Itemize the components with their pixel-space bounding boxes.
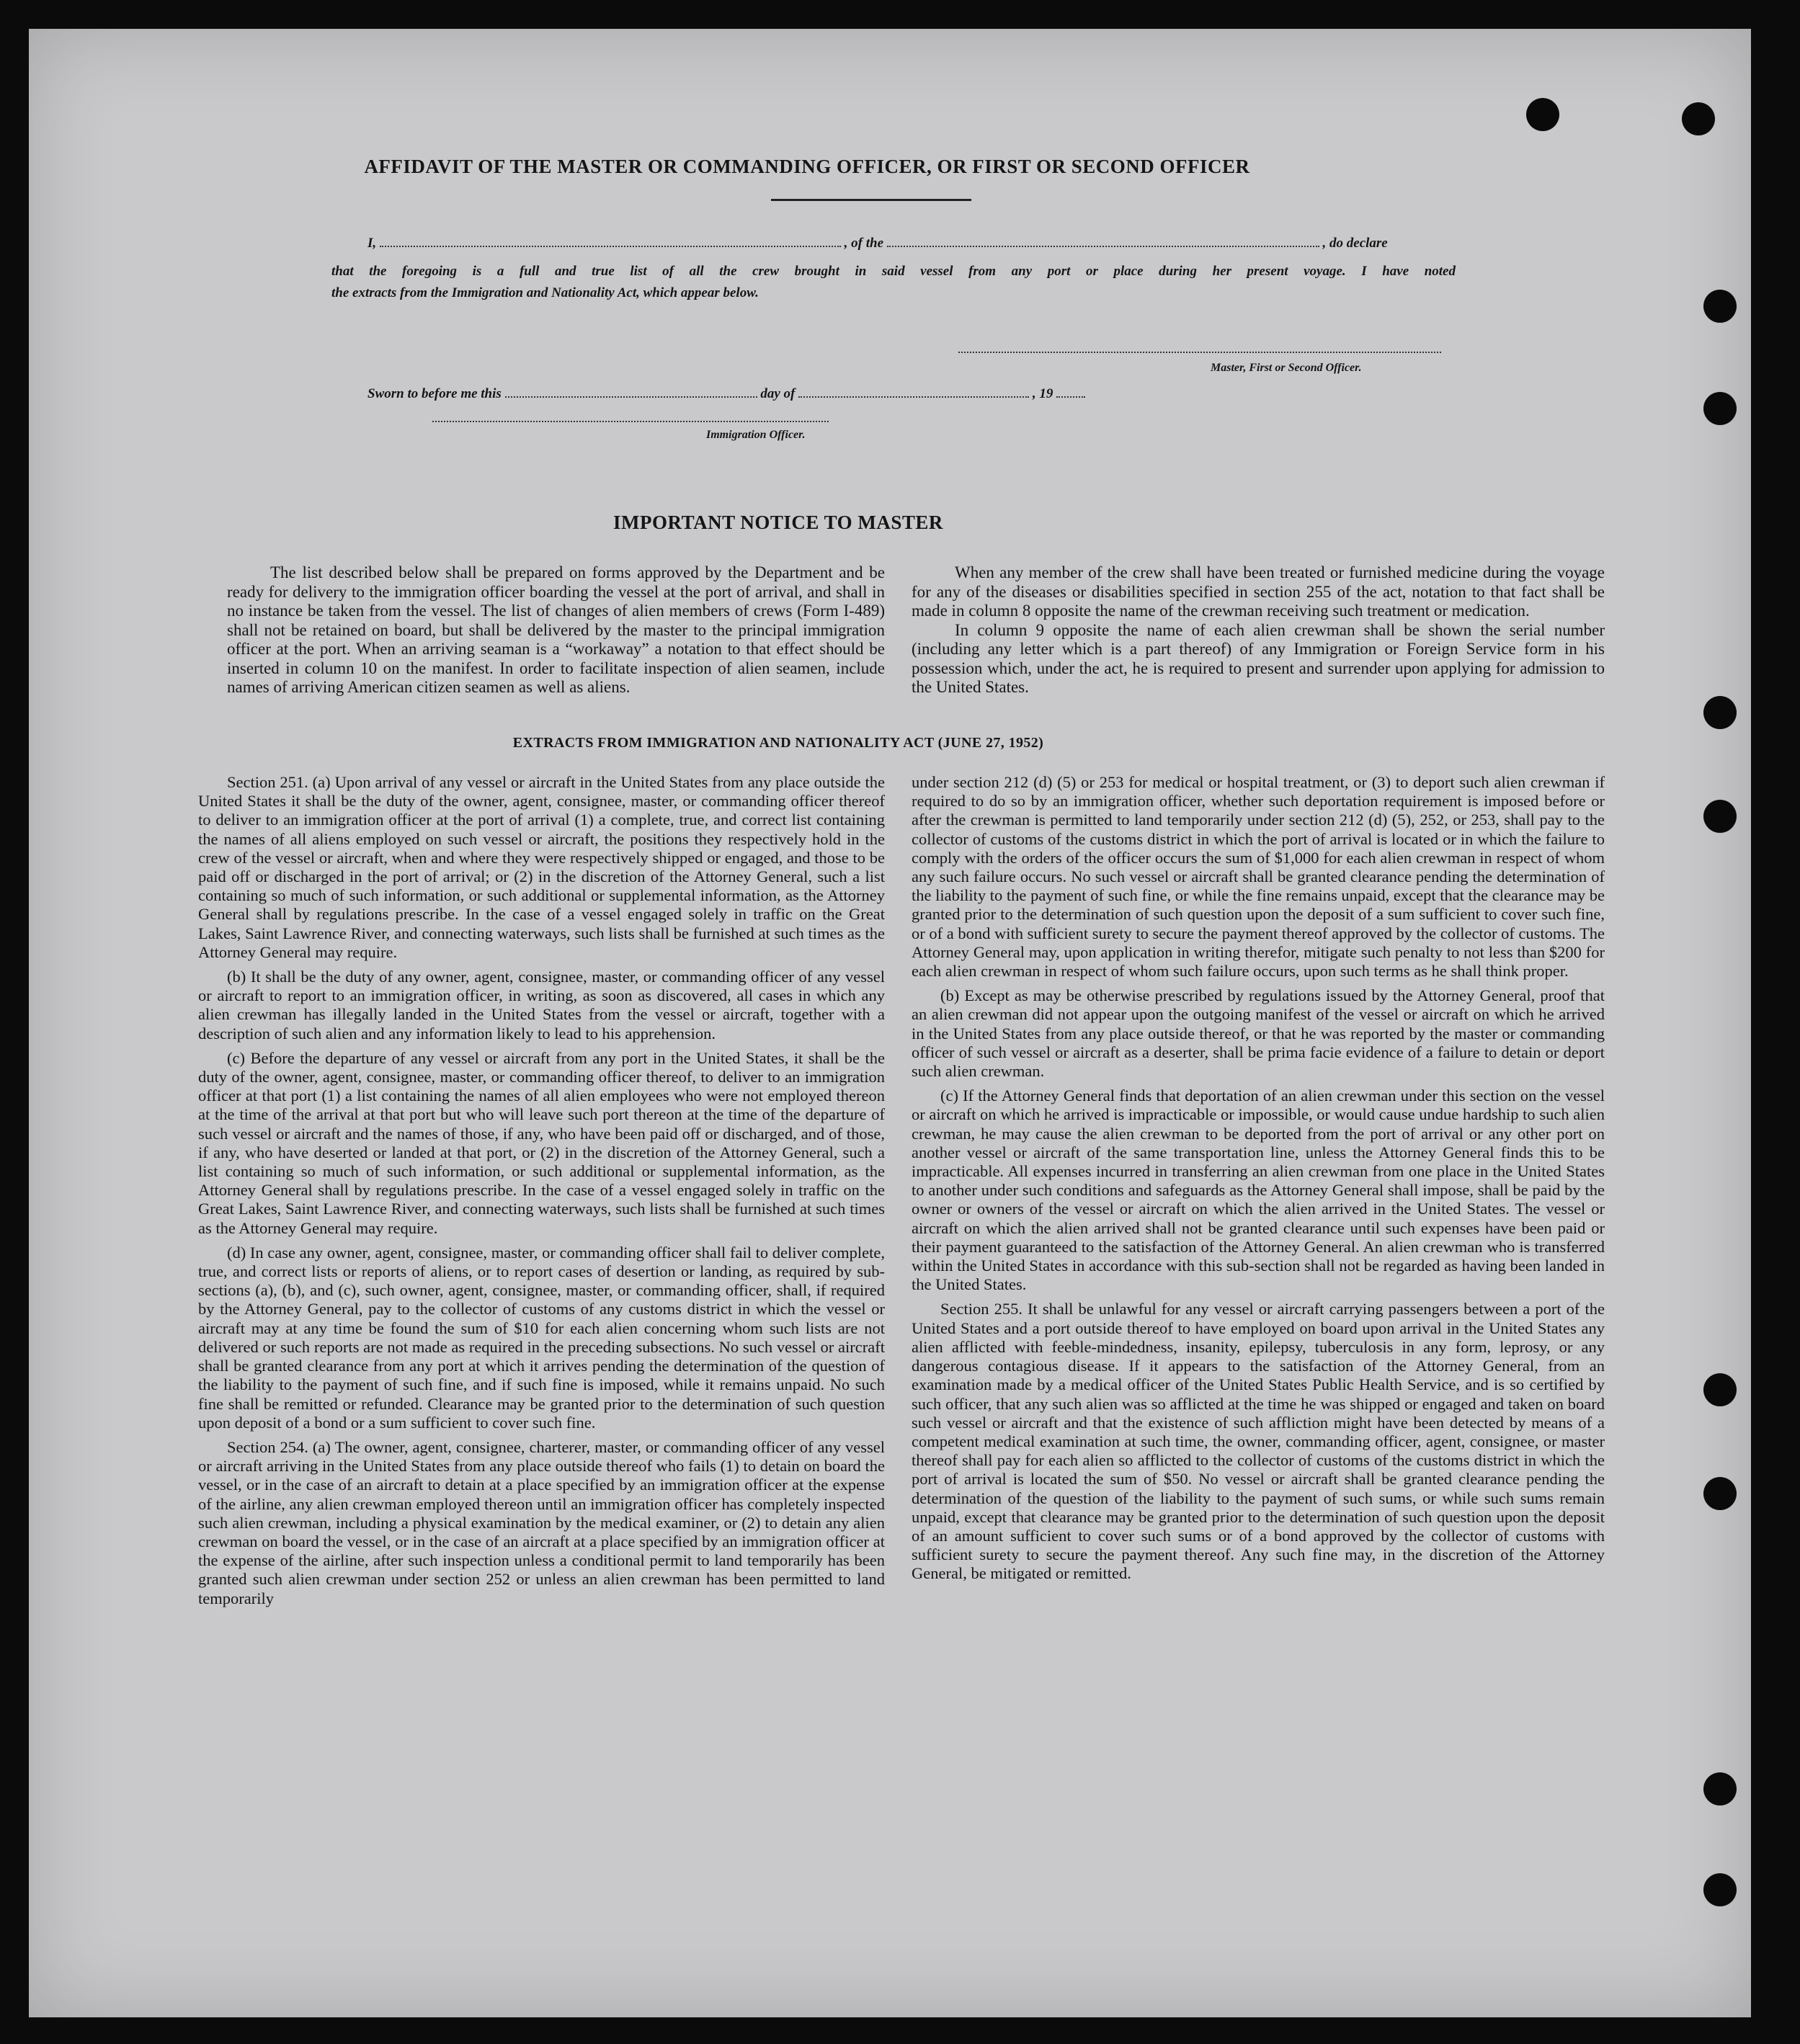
punch-hole xyxy=(1526,98,1559,131)
section-254b: (b) Except as may be otherwise prescribed by regulations issued by the Attorney General, proof that an alien crewman did not appear upon the outgoing manifest of the vessel or aircraft on which he arrived in the United States from any place outside thereof, or that he was reported by the master or commanding officer of such vessel or aircraft as a deserter, shall be prima facie evidence of a failure to detain or deport such alien crewman. xyxy=(912,986,1605,1081)
punch-hole xyxy=(1703,800,1737,833)
punch-hole xyxy=(1703,1772,1737,1806)
section-254c: (c) If the Attorney General finds that deportation of an alien crewman under this section on the vessel or aircraft on which he arrived is impracticable or impossible, or would cause undue hardship to such alien crewman, he may cause the alien crewman to be deported from the port of arrival or any other port on another vessel or aircraft of the same transportation line, unless the Attorney General finds this to be impracticable. All expenses incurred in transferring an alien crewman from one place in the United States to another under such conditions and safeguards as the Attorney General shall impose, shall be paid by the owner or owners of the vessel or aircraft on which the alien arrived in the United States. The vessel or aircraft on which the alien arrived shall not be granted clearance until such expenses have been paid or their payment guaranteed to the satisfaction of the Attorney General. An alien crewman who is transferred within the United States in accordance with this sub-section shall not be regarded as having been landed in the United States. xyxy=(912,1086,1605,1294)
punch-hole xyxy=(1703,1373,1737,1406)
section-251d: (d) In case any owner, agent, consignee, master, or commanding officer shall fail to deliver complete, true, and correct lists or reports of aliens, or to report cases of desertion or landing, as required by sub-sections (a), (b), and (c), such owner, agent, consignee, master, or commanding officer, shall, if required by the Attorney General, pay to the collector of customs of any customs district in which the vessel or aircraft may at any time be found the sum of $10 for each alien concerning whom such lists are not delivered or such reports are not made as required in the preceding subsections. No such vessel or aircraft shall be granted clearance from any port at which it arrives pending the determination of the question of the liability to the payment of such fine, and if such fine is imposed, while it remains unpaid. No such fine shall be remitted or refunded. Clearance may be granted prior to the determination of such question upon deposit of a bond or a sum sufficient to cover such fine. xyxy=(198,1243,885,1432)
declaration-text-2: the extracts from the Immigration and Nationality Act, which appear below. xyxy=(331,285,759,300)
master-signature-label: Master, First or Second Officer. xyxy=(1211,362,1362,374)
punch-hole xyxy=(1703,392,1737,425)
document-page xyxy=(29,29,1751,2017)
sworn-day-field[interactable] xyxy=(505,382,757,398)
sworn-line: Sworn to before me this day of , 19 xyxy=(367,382,1085,402)
declaration-text-1: that the foregoing is a full and true list of all the crew brought in said vessel from any port or place during her present voyage. I have noted xyxy=(331,264,1456,279)
vessel-field[interactable] xyxy=(887,231,1319,247)
notice-left-column: The list described below shall be prepared on forms approved by the Department and be ready for delivery to the immigration officer boarding the vessel at the port of arrival, and shall in no instance be taken from the vessel. The list of changes of alien members of crews (Form I-489) shall not be retained on board, but shall be delivered by the master to the principal immigration officer at the port. When an arriving seaman is a “workaway” a notation to that effect should be inserted in column 10 on the manifest. In order to facilitate inspection of alien seamen, include names of arriving American citizen seamen as well as aliens. xyxy=(227,563,885,696)
declaration-line: I, , of the , do declare xyxy=(367,231,1388,251)
punch-hole xyxy=(1703,290,1737,323)
notice-right-column: When any member of the crew shall have been treated or furnished medicine during the voyage for any of the diseases or disabilities specified in section 255 of the act, notation to that fact shall be made in column 8 opposite the name of the crewman receiving such treatment or medication. In column 9 opposite the name of each alien crewman shall be shown the serial number (including any letter which is a part thereof) of any Immigration or Foreign Service form in his possession which, under the act, he is required to present and surrender upon applying for admission to the United States. xyxy=(912,563,1605,696)
punch-hole xyxy=(1703,1477,1737,1510)
officer-signature-line[interactable] xyxy=(432,421,829,422)
extracts-title: EXTRACTS FROM IMMIGRATION AND NATIONALITY ACT (JUNE 27, 1952) xyxy=(512,735,1044,751)
sworn-year-field[interactable] xyxy=(1056,382,1085,398)
name-field[interactable] xyxy=(380,231,841,247)
officer-signature-label: Immigration Officer. xyxy=(706,429,806,441)
affidavit-title: AFFIDAVIT OF THE MASTER OR COMMANDING OFFICER, OR FIRST OR SECOND OFFICER xyxy=(364,156,1250,177)
section-254a: Section 254. (a) The owner, agent, consignee, charterer, master, or commanding officer of any vessel or aircraft arriving in the United States from any place outside thereof who fails (1) to detain on board the vessel, or in the case of an aircraft to detain at a place specified by an immigration officer at the expense of the airline, any alien crewman employed thereon until an immigration officer has completely inspected such alien crewman, including a physical examination by the medical examiner, or (2) to detain any alien crewman on board the vessel, or in the case of an aircraft at a place specified by an immigration officer at the expense of the airline, after such inspection unless a conditional permit to land temporarily has been granted such alien crewman under section 252 or unless an alien crewman has been permitted to land temporarily xyxy=(198,1437,885,1607)
master-signature-line[interactable] xyxy=(958,352,1441,353)
punch-hole xyxy=(1703,696,1737,729)
notice-title: IMPORTANT NOTICE TO MASTER xyxy=(613,512,943,533)
section-254a-cont: under section 212 (d) (5) or 253 for medical or hospital treatment, or (3) to deport such alien crewman if required to do so by an immigration officer, whether such deportation requirement is imposed before or after the crewman is permitted to land temporarily under section 212 (d) (5), 252, or 253, shall pay to the collector of customs of the customs district in which the port of arrival is located or in which the failure to comply with the orders of the officer occurs the sum of $1,000 for each alien crewman in respect of whom any such failure occurs. No such vessel or aircraft shall be granted clearance pending the determination of the liability to the payment of such fine, or while the fine remains unpaid, except that the clearance may be granted prior to the determination of such question upon the deposit of a sum sufficient to cover such fine, or of a bond with sufficient surety to secure the payment thereof approved by the collector of customs. The Attorney General may, upon application in writing therefor, mitigate such penalty to not less than $200 for each alien crewman in respect of whom such failure occurs, upon such terms as he shall think proper. xyxy=(912,773,1605,981)
extracts-left-column xyxy=(198,773,885,1614)
punch-hole xyxy=(1703,1873,1737,1906)
title-underline xyxy=(771,199,971,201)
section-251b: (b) It shall be the duty of any owner, agent, consignee, master, or commanding officer of any vessel or aircraft to report to an immigration officer, in writing, as soon as discovered, all cases in which any alien crewman has illegally landed in the United States from the vessel or aircraft, together with a description of such alien and any information likely to lead to his apprehension. xyxy=(198,968,885,1043)
extracts-right-column xyxy=(912,773,1605,1589)
section-255: Section 255. It shall be unlawful for any vessel or aircraft carrying passengers between a port of the United States and a port outside thereof to have employed on board upon arrival in the United States any alien afflicted with feeble-mindedness, insanity, epilepsy, tuberculosis in any form, leprosy, or any dangerous contagious disease. If it appears to the satisfaction of the Attorney General, from an examination made by a medical officer of the United States Public Health Service, and is so certified by such officer, that any such alien was so afflicted at the time he was shipped or engaged and taken on board such vessel or aircraft and that the existence of such affliction might have been detected by means of a competent medical examination at such time, the owner, commanding officer, agent, consignee, or master thereof shall pay for each alien so afflicted to the collector of customs of the customs district in which the port of arrival is located the sum of $50. No vessel or aircraft shall be granted clearance pending the determination of the question of the liability to the payment of such sums, or while such sums remain unpaid, except that clearance may be granted prior to the determination of such question upon the deposit of an amount sufficient to cover such sums or of a bond approved by the collector of customs with sufficient surety to secure the payment thereof. Any such fine may, in the discretion of the Attorney General, be mitigated or remitted. xyxy=(912,1300,1605,1583)
section-251c: (c) Before the departure of any vessel or aircraft from any port in the United States, it shall be the duty of the owner, agent, consignee, master, or commanding officer thereof, to deliver to an immigration officer at that port (1) a list containing the names of all alien employees who were not employed thereon at the time of the arrival at that port but who will leave such port thereon at the time of the departure of such vessel or aircraft and the names of those, if any, who have been paid off or discharged, and of those, if any, who have deserted or landed at that port, or (2) in the discretion of the Attorney General, such a list containing so much of such information, or such additional or supplemental information, as the Attorney General shall by regulations prescribe. In the case of a vessel engaged solely in traffic on the Great Lakes, Saint Lawrence River, and connecting waterways, such lists shall be furnished at such times as the Attorney General may require. xyxy=(198,1048,885,1237)
sworn-month-field[interactable] xyxy=(798,382,1029,398)
section-251a: Section 251. (a) Upon arrival of any vessel or aircraft in the United States from any place outside the United States it shall be the duty of the owner, agent, consignee, master, or commanding officer thereof to deliver to an immigration officer at the port of arrival (1) a complete, true, and correct list containing the names of all aliens employed on such vessel or aircraft, the positions they respectively hold in the crew of the vessel or aircraft, when and where they were respectively shipped or engaged, and those to be paid off or discharged in the port of arrival; or (2) in the discretion of the Attorney General, such a list containing so much of such information, or such additional or supplemental information, as the Attorney General shall by regulations prescribe. In the case of a vessel engaged solely in traffic on the Great Lakes, Saint Lawrence River, and connecting waterways, such lists shall be furnished at such times as the Attorney General may require. xyxy=(198,773,885,961)
punch-hole xyxy=(1682,102,1715,135)
